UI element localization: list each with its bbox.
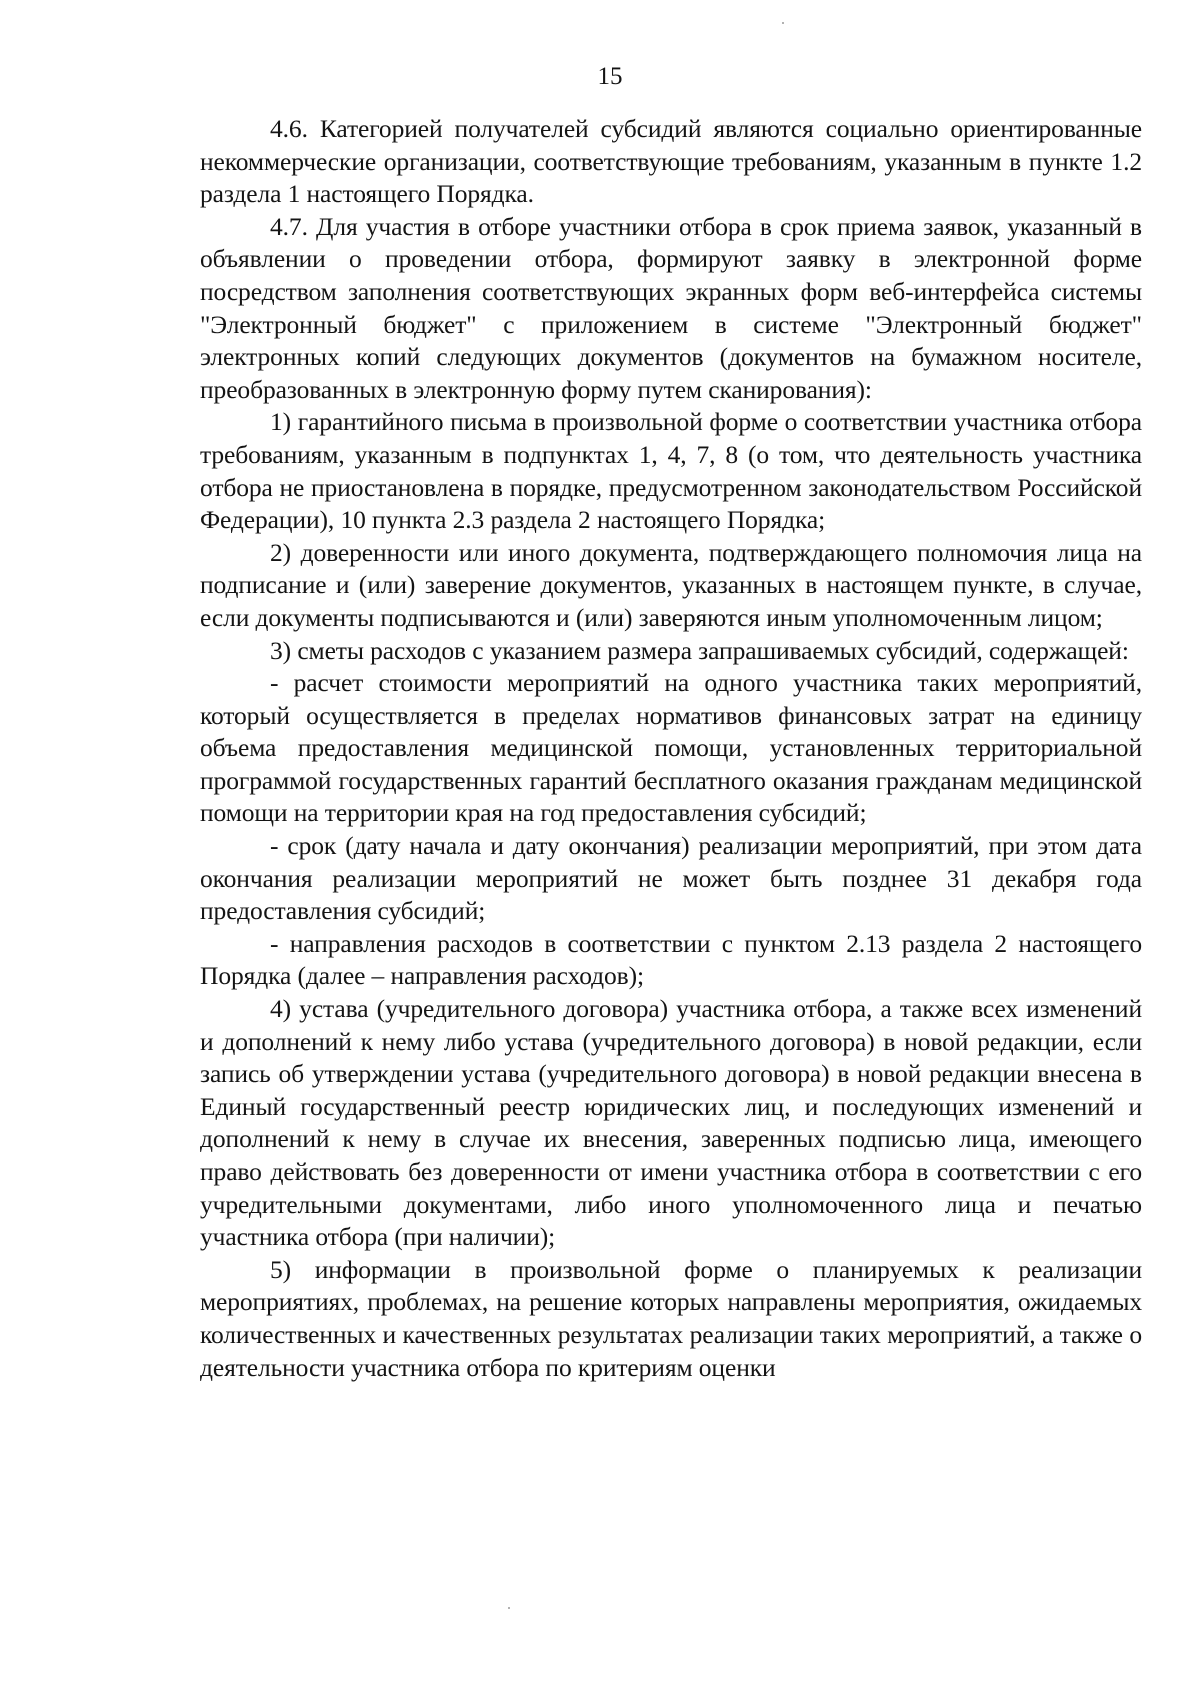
document-body [200,113,1142,1384]
paragraph-4-6: 4.6. Категорией получателей субсидий являются социально ориентированные некоммерческие организации, соответствующие требованиям, указанным в пункте 1.2 раздела 1 настоящего Порядка. [200,114,1142,209]
list-item-2-power-of-attorney: 2) доверенности или иного документа, подтверждающего полномочия лица на подписание и (или) заверение документов, указанных в настоящем пункте, в случае, если документы подписываются и (или) заверяются иным уполномоченным лицом; [200,537,1142,632]
sub-item-implementation-period: - срок (дату начала и дату окончания) реализации мероприятий, при этом дата окончания реализации мероприятий не может быть позднее 31 декабря года предоставления субсидий; [200,831,1142,926]
page-number: 15 [597,63,623,90]
list-item-4-charter: 4) устава (учредительного договора) участника отбора, а также всех изменений и дополнений к нему либо устава (учредительного договора) в новой редакции, если запись об утверждении устава (учредительного договора) в новой редакции внесена в Единый государственный реестр юридических лиц, и последующих изменений и дополнений к нему в случае их внесения, заверенных подписью лица, имеющего право действовать без доверенности от имени участника отбора в соответствии с его учредительными документами, либо иного уполномоченного лица и печатью участника отбора (при наличии); [200,994,1142,1252]
scan-speck [508,1607,510,1609]
list-item-1-guarantee-letter: 1) гарантийного письма в произвольной форме о соответствии участника отбора требованиям, указанным в подпунктах 1, 4, 7, 8 (о том, что деятельность участника отбора не приостановлена в порядке, предусмотренном законодательством Российской Федерации), 10 пункта 2.3 раздела 2 настоящего Порядка; [200,407,1142,535]
sub-item-cost-calculation: - расчет стоимости мероприятий на одного участника таких мероприятий, который осуществляется в пределах нормативов финансовых затрат на единицу объема предоставления медицинской помощи, установленных территориальной программой государственных гарантий бесплатного оказания гражданам медицинской помощи на территории края на год предоставления субсидий; [200,668,1142,828]
scan-speck [782,22,784,24]
list-item-5-information: 5) информации в произвольной форме о планируемых к реализации мероприятиях, проблемах, на решение которых направлены мероприятия, ожидаемых количественных и качественных результатах реализации таких мероприятий, а также о деятельности участника отбора по критериям оценки [200,1254,1142,1382]
sub-item-expense-directions: - направления расходов в соответствии с пунктом 2.13 раздела 2 настоящего Порядка (далее – направления расходов); [200,928,1142,991]
list-item-3-cost-estimate: 3) сметы расходов с указанием размера запрашиваемых субсидий, содержащей: [270,635,1129,665]
paragraph-4-7: 4.7. Для участия в отборе участники отбора в срок приема заявок, указанный в объявлении о проведении отбора, формируют заявку в электронной форме посредством заполнения соответствующих экранных форм веб-интерфейса системы "Электронный бюджет" с приложением в системе "Электронный бюджет" электронных копий следующих документов (документов на бумажном носителе, преобразованных в электронную форму путем сканирования): [200,211,1142,404]
